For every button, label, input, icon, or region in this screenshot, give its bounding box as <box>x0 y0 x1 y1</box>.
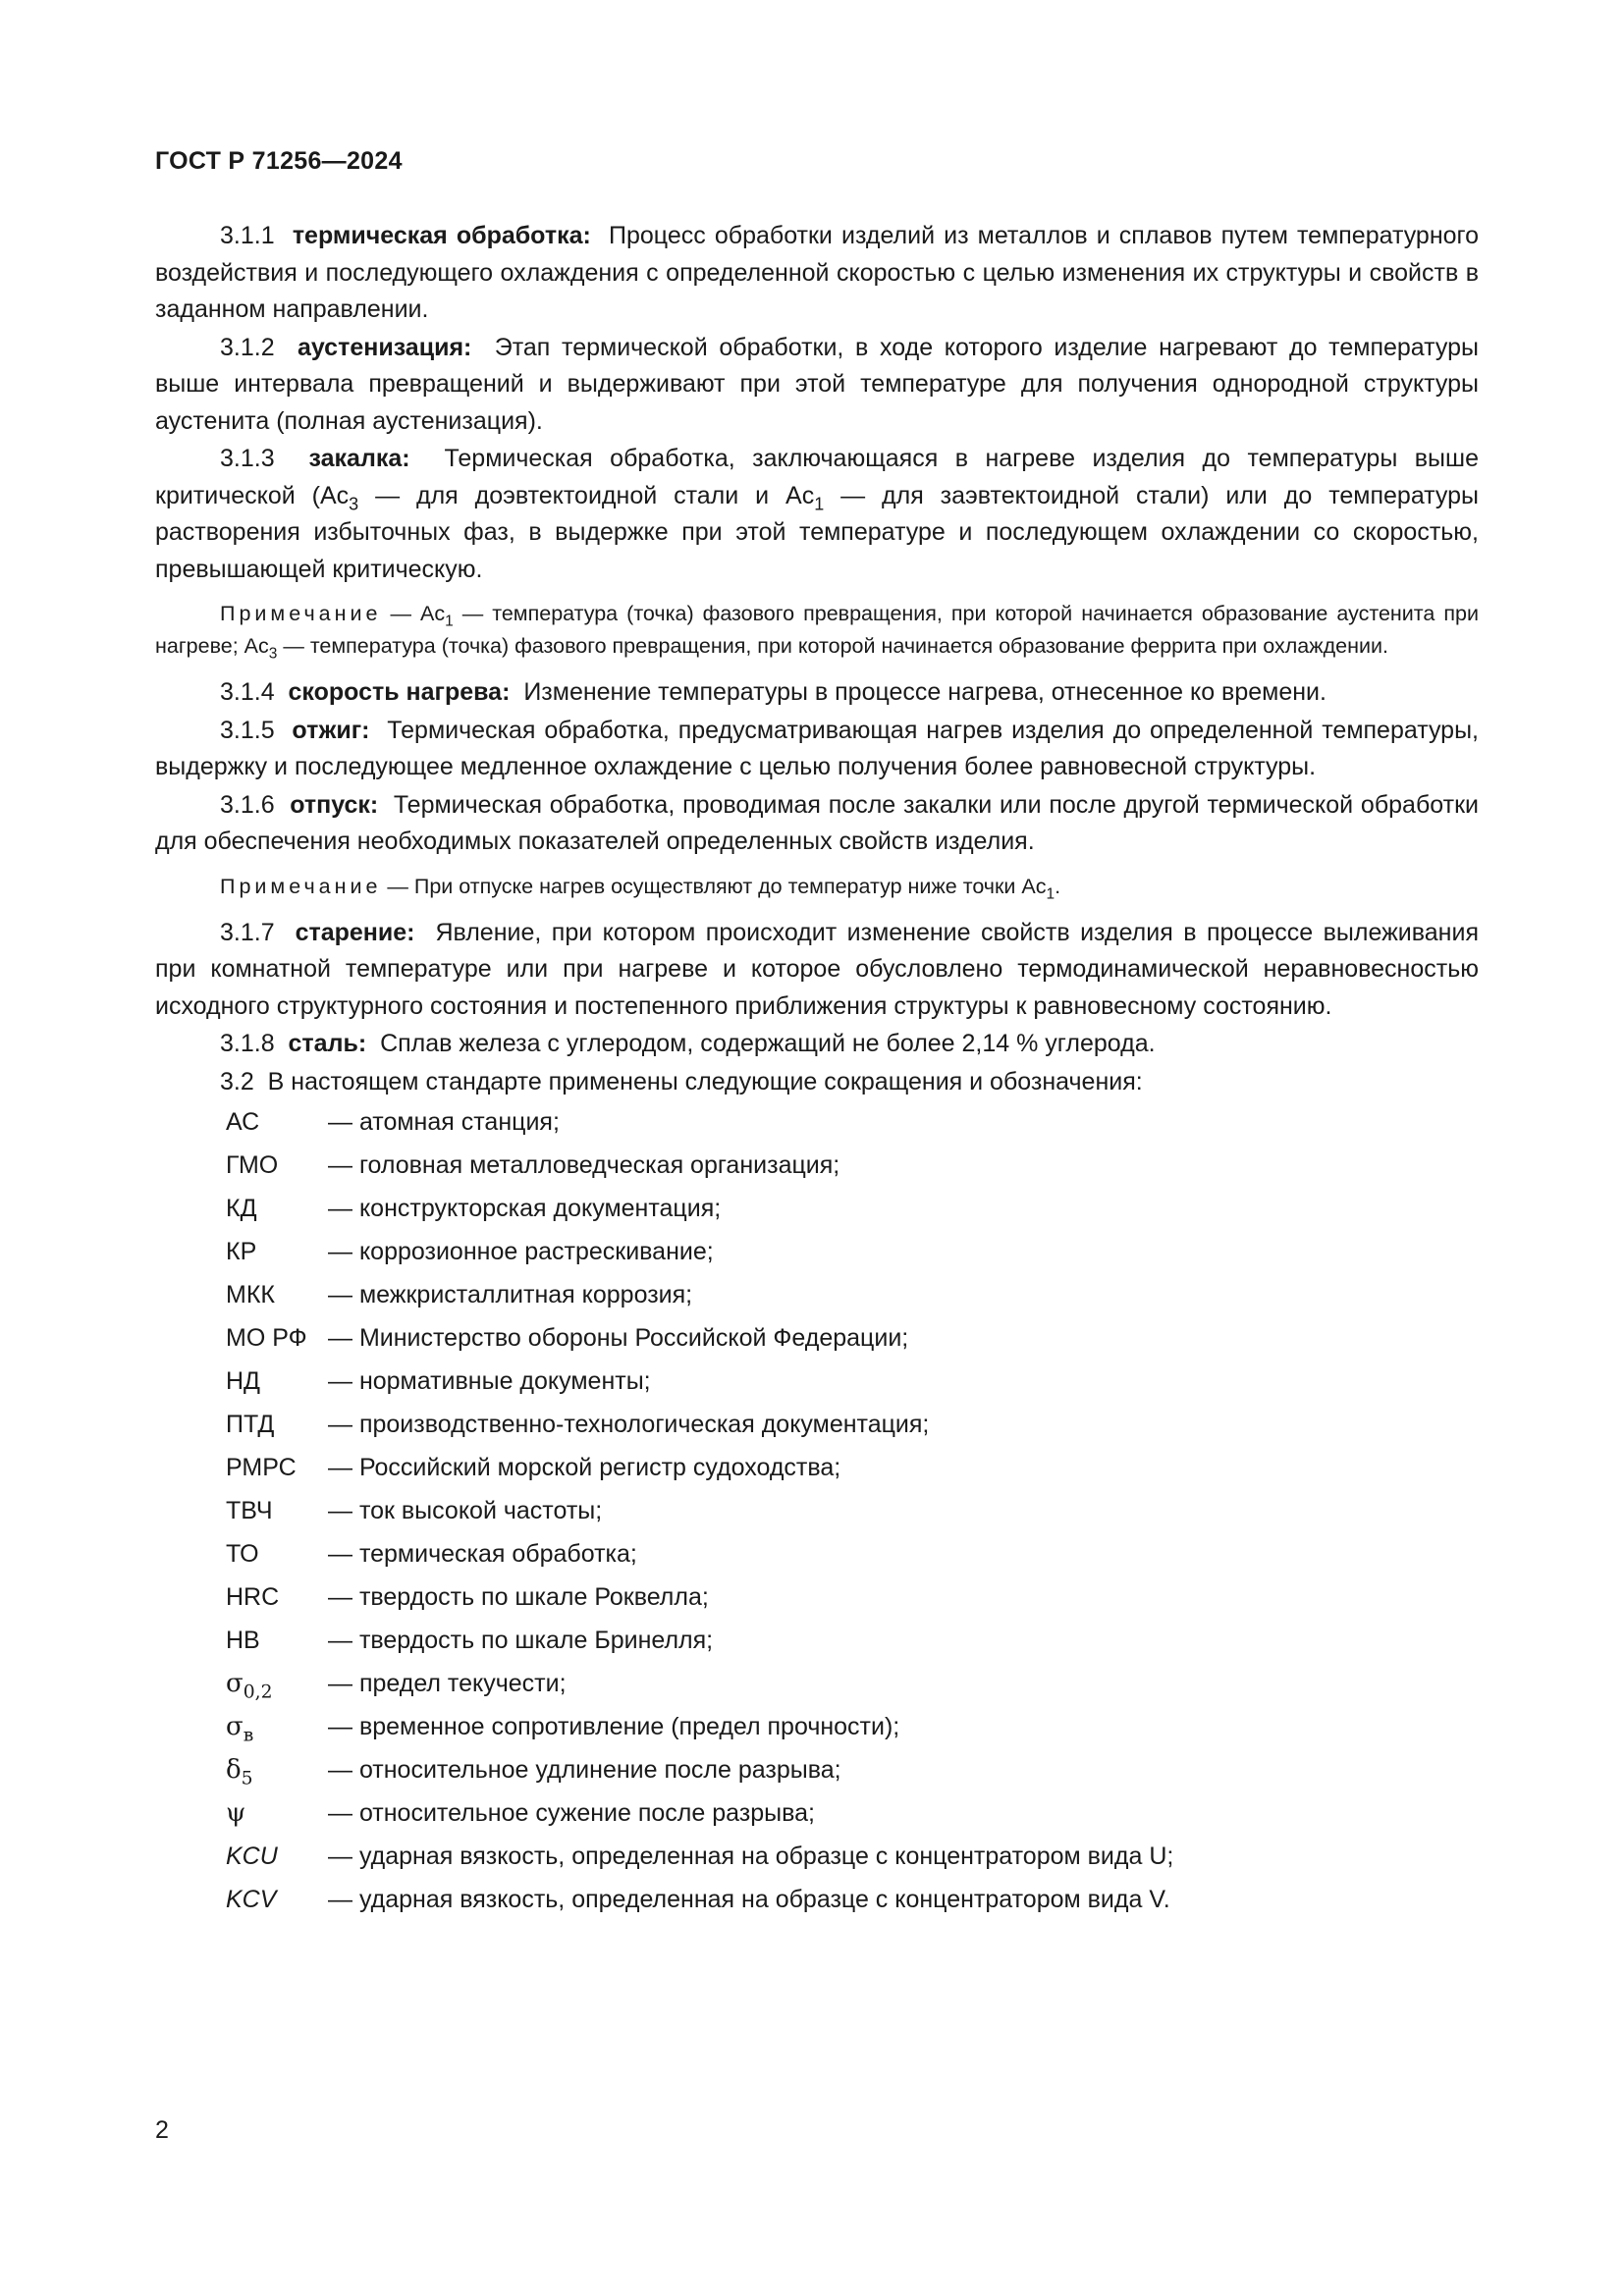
abbreviation-definition: — атомная станция; <box>328 1108 560 1137</box>
subscript: 1 <box>814 493 825 513</box>
clause-number: 3.1.6 <box>220 790 275 819</box>
clause-number: 3.1.5 <box>220 716 275 744</box>
abbreviation: КД <box>226 1195 257 1223</box>
abbreviation-definition: — производственно-технологическая документация; <box>328 1411 930 1439</box>
note-text: — температура (точка) фазового превращения, при которой начинается образование феррита при охлаждении. <box>277 634 1388 658</box>
definition-3-1-4 <box>155 674 1479 712</box>
abbreviation-definition: — ударная вязкость, определенная на образце с концентратором вида V. <box>328 1886 1170 1914</box>
term: аустенизация: <box>298 333 472 361</box>
abbreviation-row <box>155 1274 1479 1317</box>
abbreviation-row <box>155 1404 1479 1447</box>
abbreviation-definition: — Министерство обороны Российской Федерации; <box>328 1324 909 1353</box>
definition-text: Термическая обработка, проводимая после закалки или после другой термической обработки для обеспечения необходимых показателей определенных свойств изделия. <box>155 790 1479 855</box>
abbreviation-definition: — термическая обработка; <box>328 1540 637 1569</box>
note-text: — При отпуске нагрев осуществляют до температур ниже точки Ac <box>381 874 1047 898</box>
note-text: — Ac <box>381 602 446 625</box>
abbreviation-row <box>155 1663 1479 1706</box>
subscript: 3 <box>268 645 278 663</box>
note-text: — температура (точка) фазового превращения, при которой начинается образование аустенита при нагреве; Ac <box>155 602 1479 658</box>
abbreviation-row <box>155 1188 1479 1231</box>
definition-text: Явление, при котором происходит изменение свойств изделия в процессе вылеживания при комнатной температуре или при нагреве и которое обусловлено термодинамической неравновесностью исходного структурного состояния и постепенного приближения структуры к равновесному состоянию. <box>155 918 1479 1020</box>
abbreviation-row <box>155 1101 1479 1145</box>
abbreviation-list <box>155 1101 1479 1922</box>
clause-number: 3.1.3 <box>220 445 275 472</box>
abbreviation-definition: — конструкторская документация; <box>328 1195 722 1223</box>
definition-3-1-8 <box>155 1026 1479 1063</box>
abbreviation: ГМО <box>226 1151 279 1180</box>
abbreviation: АС <box>226 1108 260 1137</box>
abbreviation-definition: — временное сопротивление (предел прочности); <box>328 1713 900 1741</box>
abbreviation-row <box>155 1879 1479 1922</box>
subscript: 1 <box>445 613 454 630</box>
abbreviation-row <box>155 1533 1479 1576</box>
abbreviation-row <box>155 1490 1479 1533</box>
definition-text: — для заэвтектоидной стали) или до температуры растворения избыточных фаз, в выдержке при этой температуре и последующем охлаждении со скоростью, превышающей критическую. <box>155 481 1479 583</box>
abbreviation-row <box>155 1361 1479 1404</box>
abbreviation-definition: — головная металловедческая организация; <box>328 1151 840 1180</box>
subscript: 3 <box>349 493 359 513</box>
abbreviation-row <box>155 1231 1479 1274</box>
abbreviation: ψ <box>226 1798 246 1829</box>
note-text: . <box>1055 874 1061 898</box>
definition-text: Изменение температуры в процессе нагрева, отнесенное ко времени. <box>523 678 1326 706</box>
page-number: 2 <box>155 2116 169 2144</box>
abbreviation: ПТД <box>226 1411 275 1439</box>
note-label: Примечание <box>220 602 382 625</box>
definition-3-1-1 <box>155 218 1479 329</box>
abbreviation: КР <box>226 1238 257 1266</box>
term: сталь: <box>288 1030 367 1057</box>
abbreviation-row <box>155 1145 1479 1188</box>
term: отпуск: <box>290 790 379 819</box>
abbreviation-row <box>155 1317 1479 1361</box>
term: старение: <box>295 918 415 946</box>
clause-number: 3.1.8 <box>220 1030 275 1057</box>
abbreviation: HRC <box>226 1583 280 1612</box>
clause-text: В настоящем стандарте применены следующие сокращения и обозначения: <box>267 1067 1143 1095</box>
abbreviation <box>155 1752 328 1789</box>
abbreviation: ТВЧ <box>226 1497 273 1525</box>
note-label: Примечание <box>220 874 382 898</box>
abbreviation-row <box>155 1706 1479 1749</box>
abbreviation: KCV <box>226 1886 277 1914</box>
definition-3-1-2 <box>155 330 1479 441</box>
abbreviation-definition: — относительное сужение после разрыва; <box>328 1799 815 1828</box>
abbreviation-row <box>155 1836 1479 1879</box>
definition-text: Процесс обработки изделий из металлов и сплавов путем температурного воздействия и последующего охлаждения с определенной скоростью с целью изменения их структуры и свойств в заданном направлении. <box>155 222 1479 323</box>
abbreviation-definition: — относительное удлинение после разрыва; <box>328 1756 841 1785</box>
document-body <box>155 218 1479 1922</box>
abbreviation-row <box>155 1749 1479 1792</box>
subscript: в <box>243 1725 254 1746</box>
definition-3-1-3 <box>155 441 1479 588</box>
term: термическая обработка: <box>292 222 591 249</box>
definition-3-1-6 <box>155 787 1479 861</box>
definition-text: Термическая обработка, заключающаяся в нагреве изделия до температуры выше критической (Ac <box>155 445 1479 509</box>
term: скорость нагрева: <box>288 678 511 706</box>
abbreviation-definition: — межкристаллитная коррозия; <box>328 1281 693 1309</box>
clause-number: 3.1.7 <box>220 918 275 946</box>
abbreviation: KCU <box>226 1842 278 1871</box>
abbreviation-row <box>155 1620 1479 1663</box>
term: отжиг: <box>292 716 370 744</box>
definition-3-1-5 <box>155 713 1479 786</box>
clause-number: 3.1.4 <box>220 678 275 706</box>
definition-text: Сплав железа с углеродом, содержащий не более 2,14 % углерода. <box>380 1030 1156 1057</box>
subscript: 1 <box>1046 884 1056 902</box>
abbreviation <box>155 1709 328 1746</box>
abbreviation: МКК <box>226 1281 275 1309</box>
abbreviation: ТО <box>226 1540 259 1569</box>
clause-number: 3.2 <box>220 1067 254 1095</box>
subscript: 0,2 <box>243 1682 273 1703</box>
abbreviation-definition: — твердость по шкале Роквелла; <box>328 1583 709 1612</box>
clause-number: 3.1.2 <box>220 333 275 361</box>
abbreviation: МО РФ <box>226 1324 307 1353</box>
abbreviation: НД <box>226 1367 260 1396</box>
abbreviation-definition: — ударная вязкость, определенная на образце с концентратором вида U; <box>328 1842 1174 1871</box>
note-2 <box>155 871 1479 903</box>
abbreviation-definition: — предел текучести; <box>328 1670 567 1698</box>
abbreviation <box>155 1666 328 1703</box>
term: закалка: <box>308 445 410 472</box>
definition-text: Термическая обработка, предусматривающая нагрев изделия до определенной температуры, выдержку и последующее медленное охлаждение с целью получения более равновесной структуры. <box>155 716 1479 780</box>
note-1 <box>155 598 1479 663</box>
document-header: ГОСТ Р 71256—2024 <box>155 147 403 175</box>
abbreviation-definition: — коррозионное растрескивание; <box>328 1238 714 1266</box>
clause-3-2 <box>155 1064 1479 1101</box>
abbreviation-row <box>155 1576 1479 1620</box>
subscript: 5 <box>241 1768 253 1789</box>
abbreviation-row <box>155 1447 1479 1490</box>
abbreviation-definition: — нормативные документы; <box>328 1367 651 1396</box>
abbreviation-definition: — твердость по шкале Бринелля; <box>328 1627 714 1655</box>
abbreviation-row <box>155 1792 1479 1836</box>
definition-text: — для доэвтектоидной стали и Ac <box>358 481 815 509</box>
abbreviation-definition: — Российский морской регистр судоходства; <box>328 1454 841 1482</box>
abbreviation: НВ <box>226 1627 260 1655</box>
abbreviation: РМРС <box>226 1454 297 1482</box>
symbol: σ <box>226 1712 244 1742</box>
symbol: δ <box>226 1755 242 1786</box>
clause-number: 3.1.1 <box>220 222 275 249</box>
definition-3-1-7 <box>155 915 1479 1026</box>
symbol: σ <box>226 1669 244 1699</box>
abbreviation-definition: — ток высокой частоты; <box>328 1497 603 1525</box>
definition-text: Этап термической обработки, в ходе которого изделие нагревают до температуры выше интервала превращений и выдерживают при этой температуре для получения однородной структуры аустенита (полная аустенизация). <box>155 333 1479 435</box>
